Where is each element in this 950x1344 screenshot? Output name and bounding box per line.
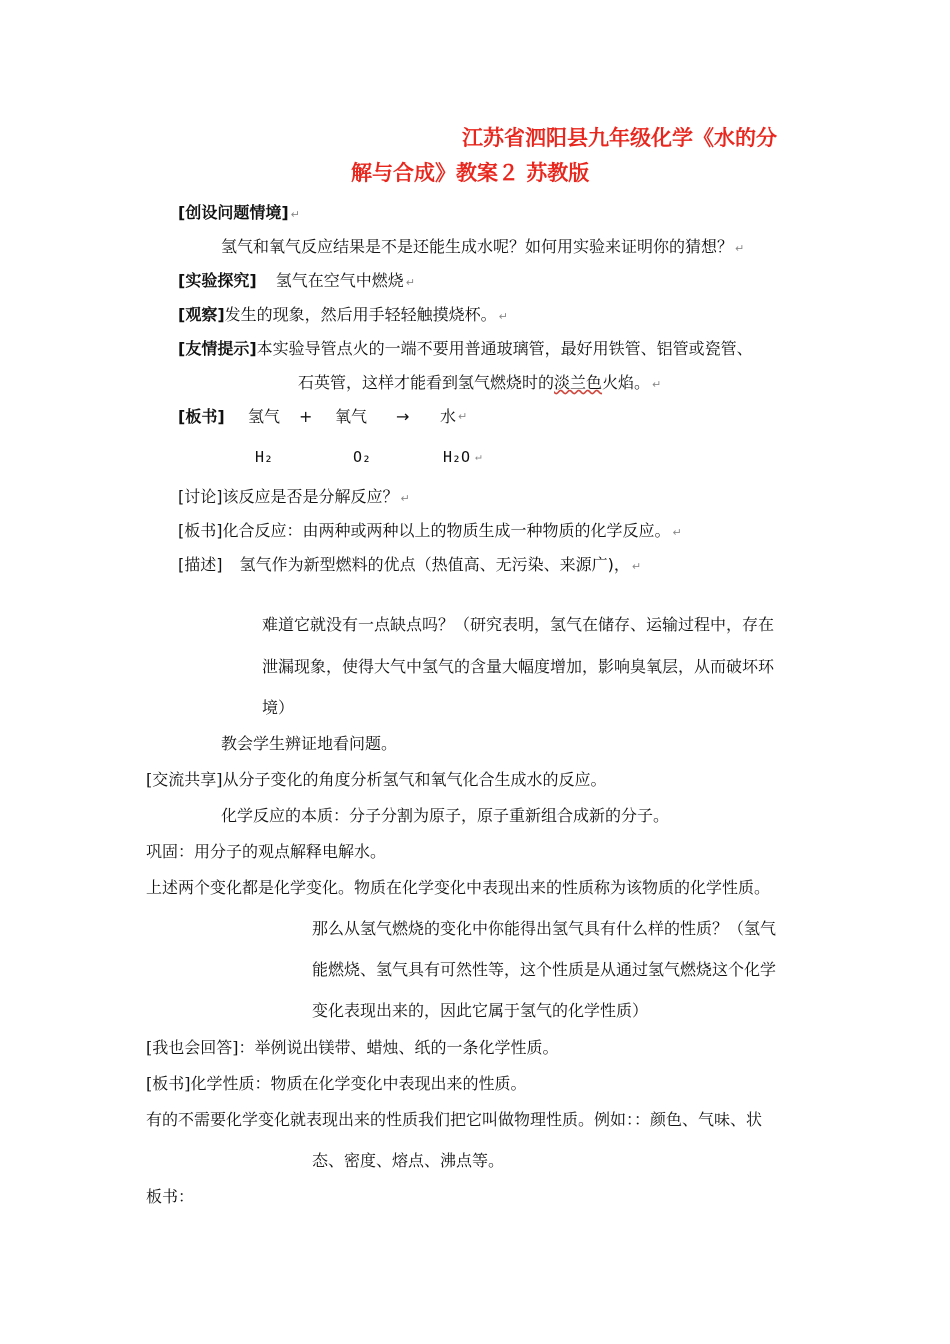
text-line: 板书： — [146, 1187, 195, 1206]
describe-line — [178, 555, 641, 577]
text-line: [我也会回答]：举例说出镁带、蜡烛、纸的一条化学性质。 — [146, 1038, 559, 1057]
tip-line — [178, 339, 753, 359]
text-line: 态、密度、熔点、沸点等。 — [312, 1151, 505, 1170]
section-tag: [友情提示] — [178, 339, 257, 358]
text-line: [交流共享]从分子变化的角度分析氢气和氧气化合生成水的反应。 — [146, 770, 607, 789]
spellcheck-text: 淡兰色 — [554, 373, 603, 392]
title-line-1: 江苏省泗阳县九年级化学《水的分 — [462, 125, 777, 150]
body-text: 本实验导管点火的一端不要用普通玻璃管，最好用铁管、铝管或瓷管、 — [256, 339, 753, 358]
text-line: 境） — [262, 698, 295, 717]
section-tag: [板书] — [178, 407, 225, 426]
body-text: 氢气作为新型燃料的优点（热值高、无污染、来源广)， — [239, 555, 630, 574]
plus-sign: + — [299, 407, 313, 426]
paragraph-mark-icon: ↵ — [735, 242, 745, 255]
body-text: 氢气和氧气反应结果是不是还能生成水呢？如何用实验来证明你的猜想？ — [221, 237, 734, 256]
text-line: 教会学生辨证地看问题。 — [221, 734, 398, 753]
paragraph-mark-icon: ↵ — [405, 276, 415, 289]
text-line: 上述两个变化都是化学变化。物质在化学变化中表现出来的性质称为该物质的化学性质。 — [146, 878, 771, 897]
body-text: 氢气在空气中燃烧 — [275, 271, 404, 290]
section-tag: [观察] — [178, 305, 225, 324]
paragraph-mark-icon: ↵ — [672, 526, 682, 539]
body-text: [讨论]该反应是否是分解反应？ — [178, 487, 399, 506]
paragraph-mark-icon: ↵ — [290, 208, 300, 221]
text-line: 泄漏现象，使得大气中氢气的含量大幅度增加，影响臭氧层，从而破坏环 — [262, 657, 775, 676]
formula-h2o: H₂O — [443, 448, 471, 466]
tip-continuation — [298, 373, 661, 395]
text-line: 变化表现出来的，因此它属于氢气的化学性质） — [312, 1001, 649, 1020]
text-line: 化学反应的本质：分子分割为原子，原子重新组合成新的分子。 — [221, 806, 670, 825]
arrow-icon: → — [396, 407, 410, 426]
formula-h2: H₂ — [255, 448, 274, 466]
paragraph-mark-icon: ↵ — [475, 450, 482, 463]
text-line: [板书]化学性质：物质在化学变化中表现出来的性质。 — [146, 1074, 527, 1093]
text-line: 有的不需要化学变化就表现出来的性质我们把它叫做物理性质。例如：：颜色、气味、状 — [146, 1110, 763, 1129]
paragraph-mark-icon: ↵ — [458, 410, 468, 423]
body-text: [板书]化合反应：由两种或两种以上的物质生成一种物质的化学反应。 — [178, 521, 671, 540]
discussion-line — [178, 487, 410, 509]
body-text: 石英管，这样才能看到氢气燃烧时的 — [298, 373, 555, 392]
title-line-2: 解与合成》教案２ 苏教版 — [351, 160, 590, 185]
question-line — [221, 237, 744, 259]
paragraph-mark-icon: ↵ — [400, 492, 410, 505]
paragraph-mark-icon: ↵ — [631, 560, 642, 573]
body-text: 发生的现象，然后用手轻轻触摸烧杯。 — [224, 305, 497, 324]
text-line: 难道它就没有一点缺点吗？（研究表明，氢气在储存、运输过程中，存在 — [262, 615, 775, 634]
section-tag: [描述] — [178, 555, 223, 574]
text-line: 巩固：用分子的观点解释电解水。 — [146, 842, 387, 861]
text-line: 能燃烧、氢气具有可然性等，这个性质是从通过氢气燃烧这个化学 — [312, 960, 777, 979]
paragraph-mark-icon: ↵ — [652, 378, 662, 391]
section-create-situation — [178, 203, 300, 225]
paragraph-mark-icon: ↵ — [498, 310, 508, 323]
body-text: 火焰。 — [602, 373, 651, 392]
experiment-line — [178, 271, 415, 293]
observe-line — [178, 305, 508, 327]
reactant-hydrogen: 氢气 — [248, 407, 281, 426]
product-water: 水 — [440, 407, 457, 426]
section-tag: [创设问题情境] — [178, 203, 289, 222]
text-line: 那么从氢气燃烧的变化中你能得出氢气具有什么样的性质？（氢气 — [312, 919, 777, 938]
reactant-oxygen: 氧气 — [335, 407, 368, 426]
board-combination-line — [178, 521, 682, 543]
section-tag: [实验探究] — [178, 271, 257, 290]
formula-o2: O₂ — [353, 448, 372, 466]
